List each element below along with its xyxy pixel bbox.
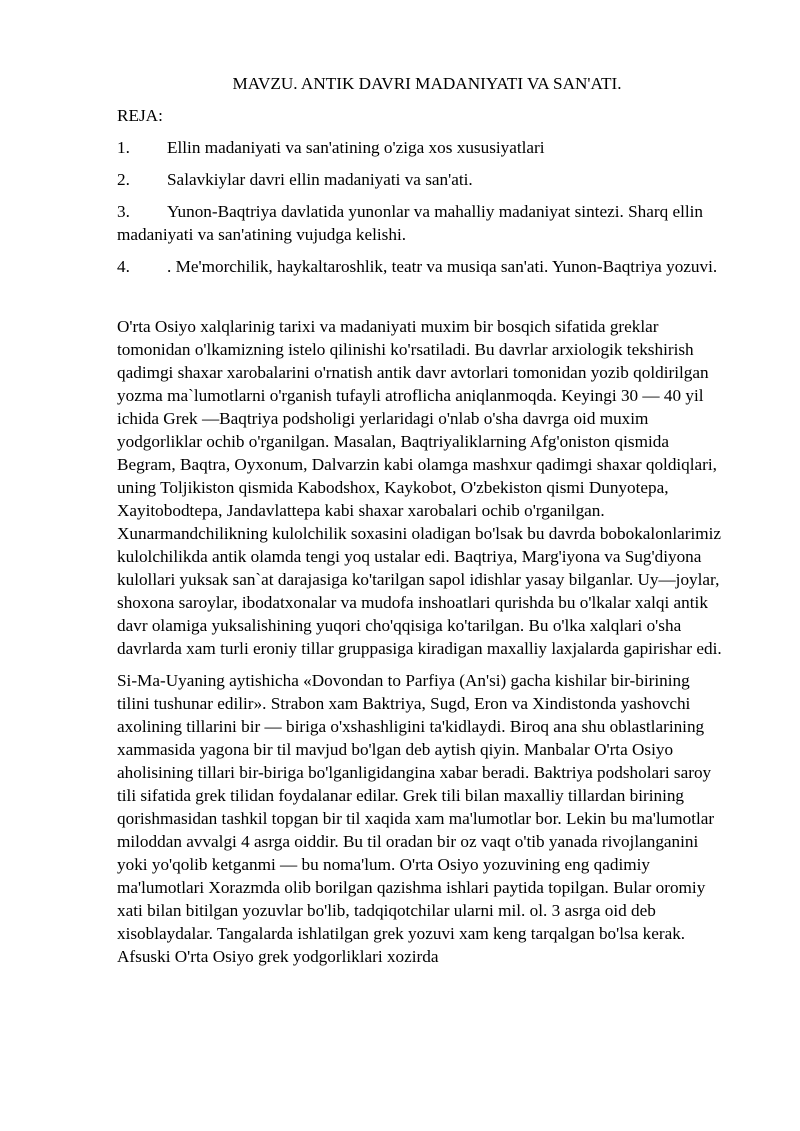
plan-item-number: 4. — [117, 257, 130, 276]
plan-item-text: Ellin madaniyati va san'atining o'ziga xos xususiyatlari — [167, 138, 545, 157]
plan-item-text: Yunon-Baqtriya davlatida yunonlar va mahalliy madaniyat sintezi. Sharq ellin madaniyati va san'atining vujudga kelishi. — [117, 202, 704, 244]
plan-item — [117, 136, 723, 159]
body-paragraph: Si-Ma-Uyaning aytishicha «Dovondan to Parfiya (An'si) gacha kishilar bir-birining tilini tushunar edilir». Strabon xam Baktriya, Sugd, Eron va Xindistonda yashovchi axolining tillarini bir — biriga o'xshashligini ta'kidlaydi. Biroq ana shu oblastlarining xammasida yagona bir til mavjud bo'lgan deb aytish qiyin. Manbalar O'rta Osiyo aholisining tillari bir-biriga bo'lganligidangina xabar beradi. Baktriya podsholari saroy tili sifatida grek tilidan foydalanar edilar. Grek tili bilan maxalliy tillardan birining qorishmasidan tashkil topgan bir til xaqida xam ma'lumotlar bor. Lekin bu ma'lumotlar miloddan avvalgi 4 asrga oiddir. Bu til oradan bir oz vaqt o'tib yanada rivojlanganini yoki yo'qolib ketganmi — bu noma'lum. O'rta Osiyo yozuvining eng qadimiy ma'lumotlari Xorazmda olib borilgan qazishma ishlari paytida topilgan. Bular oromiy xati bilan bitilgan yozuvlar bo'lib, tadqiqotchilar ularni mil. ol. 3 asrga oid deb xisoblaydalar. Tangalarda ishlatilgan grek yozuvi xam keng tarqalgan bo'lsa kerak. Afsuski O'rta Osiyo grek yodgorliklari xozirda — [117, 671, 715, 966]
plan-item-text: Salavkiylar davri ellin madaniyati va san'ati. — [167, 170, 473, 189]
section-spacer — [117, 287, 723, 315]
plan-item-number: 1. — [117, 138, 130, 157]
plan-item-number: 3. — [117, 202, 130, 221]
document-body — [117, 72, 723, 977]
plan-item — [117, 168, 723, 191]
plan-item — [117, 255, 723, 278]
plan-item-number: 2. — [117, 170, 130, 189]
body-paragraph: O'rta Osiyo xalqlarinig tarixi va madaniyati muxim bir bosqich sifatida greklar tomonidan o'lkamizning istelo qilinishi ko'rsatiladi. Bu davrlar arxiologik tekshirish qadimgi shaxar xarobalarini o'rnatish antik davr avtorlari tomonidan yozib qoldirilgan yozma ma`lumotlarni o'rganish tufayli atroflicha aniqlanmoqda. Keyingi 30 — 40 yil ichida Grek —Baqtriya podsholigi yerlaridagi o'nlab o'sha davrga oid muxim yodgorliklar ochib o'rganilgan. Masalan, Baqtriyaliklarning Afg'oniston qismida Begram, Baqtra, Oyxonum, Dalvarzin kabi olamga mashxur qadimgi shaxar qoldiqlari, uning Toljikiston qismida Kabodshox, Kaykobot, O'zbekiston qismi Dunyotepa, Xayitobodtepa, Jandavlattepa kabi shaxar xarobalari ochib o'rganilgan. Xunarmandchilikning kulolchilik soxasini oladigan bo'lsak bu davrda bobokalonlarimiz kulolchilikda antik olamda tengi yoq ustalar edi. Baqtriya, Marg'iyona va Sug'diyona kulollari yuksak san`at darajasiga ko'tarilgan sapol idishlar yasay bilganlar. Uy—joylar, shoxona saroylar, ibodatxonalar va mudofa inshoatlari qurishda bu o'lkalar xalqi antik davr olamiga yuksalishining yuqori cho'qqisiga ko'tarilgan. Bu o'lka xalqlari o'sha davrlarda xam turli eroniy tillar gruppasiga kiradigan maxalliy laxjalarda gapirishar edi. — [117, 317, 722, 658]
plan-heading: REJA: — [117, 106, 163, 125]
plan-item — [117, 200, 723, 246]
document-title: MAVZU. ANTIK DAVRI MADANIYATI VA SAN'ATI. — [232, 74, 622, 93]
plan-item-text: . Me'morchilik, haykaltaroshlik, teatr va musiqa san'ati. Yunon-Baqtriya yozuvi. — [167, 257, 718, 276]
